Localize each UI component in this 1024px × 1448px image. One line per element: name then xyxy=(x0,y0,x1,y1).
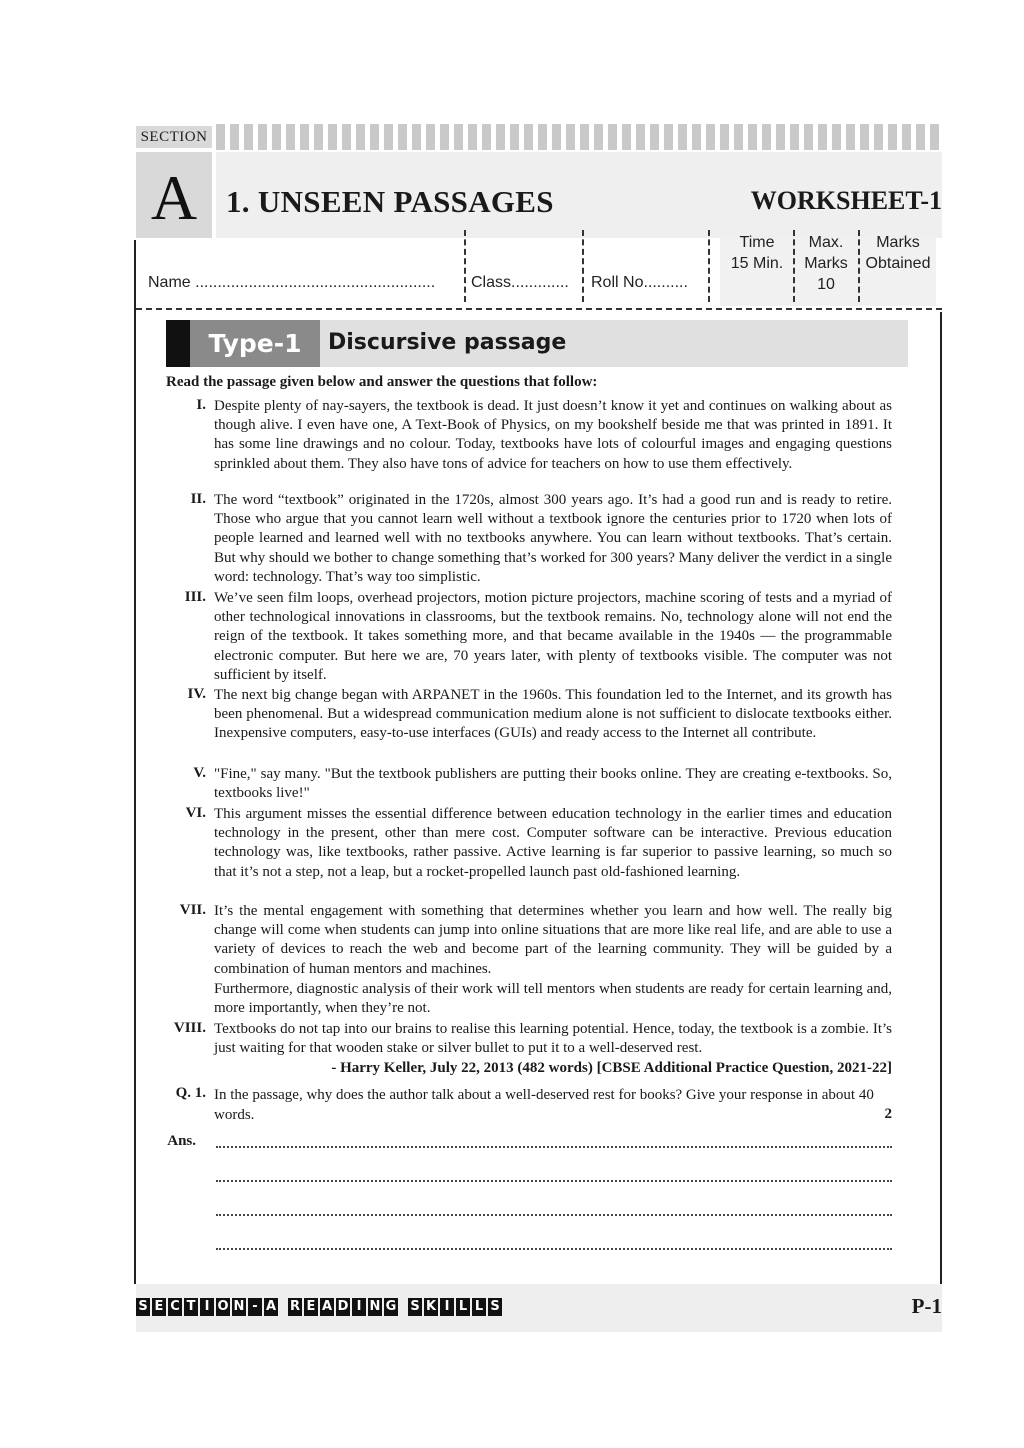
footer-letter: E xyxy=(304,1298,318,1316)
right-border xyxy=(940,312,942,1284)
roll-no-field: Roll No.......... xyxy=(591,274,688,291)
max-label: Max. xyxy=(808,234,844,251)
time-cell xyxy=(722,232,792,274)
answer-label: Ans. xyxy=(167,1133,196,1149)
marks-obtained-cell xyxy=(860,232,936,274)
footer-letter: G xyxy=(385,1299,397,1314)
paragraph: Furthermore, diagnostic analysis of their work will tell mentors when students are ready for certain learning and, more importantly, when they’re not. xyxy=(214,981,892,1017)
footer-letter: A xyxy=(321,1299,333,1314)
type-marker xyxy=(166,320,190,367)
paragraph: "Fine," say many. "But the textbook publishers are putting their books online. They are creating e-textbooks. So, textbooks live!" xyxy=(214,766,892,802)
footer-letter: I xyxy=(440,1298,454,1316)
obtained-label-1: Marks xyxy=(876,234,920,251)
footer-letter: S xyxy=(408,1298,422,1316)
answer-line[interactable] xyxy=(216,1146,892,1148)
paragraph: This argument misses the essential difference between education technology in the earlier times and education technology in the present, other than mere cost. Computer software can be interactive. Previous education technology was, like textbooks, rather passive. Active learning is far superior to passive learning, so much so that it’s not a step, not a leap, but a rocket-propelled launch past old-fashioned learning. xyxy=(214,806,892,880)
max-marks-cell xyxy=(796,232,856,295)
footer-letter: N xyxy=(369,1299,381,1314)
footer-letter: S xyxy=(136,1298,150,1316)
footer-letter: O xyxy=(217,1299,229,1314)
para-number: V. xyxy=(193,765,206,781)
footer-section-label xyxy=(136,1298,504,1316)
divider xyxy=(708,230,710,302)
paragraph: The word “textbook” originated in the 1720s, almost 300 years ago. It’s had a good run and is ready to retire. Those who argue that you cannot learn well without a textbook ignore the centuries prior to 1720 when lots of people learned and learned well with no textbooks anywhere. You can learn without textbooks. That’s certain. But why should we bother to change something that’s worked for 300 years? Many deliver the verdict in a single word: technology. That’s way too simplistic. xyxy=(214,492,892,585)
footer-letter: I xyxy=(200,1298,214,1316)
worksheet-label: WORKSHEET-1 xyxy=(750,186,942,215)
left-border xyxy=(134,240,136,1284)
footer-letter-space xyxy=(400,1298,408,1316)
para-number: I. xyxy=(196,397,206,413)
footer-letter: A xyxy=(265,1299,277,1314)
obtained-label-2: Obtained xyxy=(865,255,931,272)
type-label: Type-1 xyxy=(190,320,320,367)
para-number: VII. xyxy=(179,902,206,918)
footer-letter: E xyxy=(152,1298,166,1316)
answer-line[interactable] xyxy=(216,1180,892,1182)
answer-line[interactable] xyxy=(216,1214,892,1216)
para-number: III. xyxy=(184,589,206,605)
paragraph: Textbooks do not tap into our brains to realise this learning potential. Hence, today, the textbook is a zombie. It’s just waiting for that wooden stake or silver bullet to put it to a well-deserved rest. xyxy=(214,1021,892,1057)
footer-letter: L xyxy=(472,1298,486,1316)
footer-letter: N xyxy=(233,1299,245,1314)
para-number: II. xyxy=(190,491,206,507)
question-text: In the passage, why does the author talk about a well-deserved rest for books? Give your response in about 40 words. xyxy=(214,1087,874,1123)
footer-letter: T xyxy=(184,1298,198,1316)
page-number: P-1 xyxy=(911,1294,942,1318)
paragraph: Despite plenty of nay-sayers, the textbook is dead. It just doesn’t know it yet and continues on walking about as though alive. I even have one, A Text-Book of Physics, on my bookshelf beside me that was printed in 1891. It has some line drawings and no colour. Today, textbooks have lots of colourful images and engaging questions sprinkled about them. They also have tons of advice for teachers on how to use them effectively. xyxy=(214,398,892,472)
divider xyxy=(793,230,795,302)
para-number: VI. xyxy=(185,805,206,821)
header-divider xyxy=(136,308,942,310)
class-field: Class............. xyxy=(471,274,569,291)
paragraph: The next big change began with ARPANET in the 1960s. This foundation led to the Internet, and its growth has been phenomenal. But a widespread communication medium alone is not sufficient to dislocate textbooks either. Inexpensive computers, easy-to-use interfaces (GUIs) and ready access to the Internet all contribute. xyxy=(214,687,892,742)
divider xyxy=(582,230,584,302)
footer-letter: S xyxy=(488,1298,502,1316)
divider xyxy=(464,230,466,302)
footer-letter: L xyxy=(456,1298,470,1316)
type-name: Discursive passage xyxy=(328,330,567,355)
para-number: IV. xyxy=(187,686,206,702)
time-label: Time xyxy=(739,234,775,251)
footer-letter: I xyxy=(352,1298,366,1316)
paragraph: We’ve seen film loops, overhead projectors, motion picture projectors, machine scoring of tests and a myriad of other technological innovations in classrooms, but the textbook remains. No, technology alone will not end the reign of the textbook. It takes something more, and that became available in the 1940s — the programmable electronic computer. But here we are, 70 years later, with plenty of textbooks visible. The computer was not sufficient by itself. xyxy=(214,590,892,683)
instruction: Read the passage given below and answer the questions that follow: xyxy=(166,374,598,390)
paragraph: It’s the mental engagement with something that determines whether you learn and how well. The really big change will come when students can jump into online situations that are more like real life, and are able to use a variety of devices to reach the web and become part of the learning community. They will be guided by a combination of human mentors and machines. xyxy=(214,903,892,977)
para-number: VIII. xyxy=(173,1020,206,1036)
footer-letter: - xyxy=(248,1298,262,1316)
answer-line[interactable] xyxy=(216,1248,892,1250)
max-marks-value: 10 xyxy=(817,276,835,293)
footer-letter: R xyxy=(289,1299,300,1314)
time-value: 15 Min. xyxy=(730,255,784,272)
footer-letter: C xyxy=(168,1298,182,1316)
question-marks: 2 xyxy=(884,1106,892,1122)
question-number: Q. 1. xyxy=(175,1085,206,1101)
source-credit: - Harry Keller, July 22, 2013 (482 words) [CBSE Additional Practice Question, 2021-22] xyxy=(331,1060,892,1076)
footer-letter-space xyxy=(280,1298,288,1316)
section-letter: A xyxy=(136,152,212,238)
section-label: SECTION xyxy=(136,126,212,148)
marks-label: Marks xyxy=(804,255,848,272)
footer-letter: K xyxy=(425,1299,437,1314)
page-title: 1. UNSEEN PASSAGES xyxy=(226,184,554,219)
footer-letter: D xyxy=(337,1299,349,1314)
name-field: Name ...................................................... xyxy=(148,274,436,291)
decorative-stripe xyxy=(216,124,942,150)
